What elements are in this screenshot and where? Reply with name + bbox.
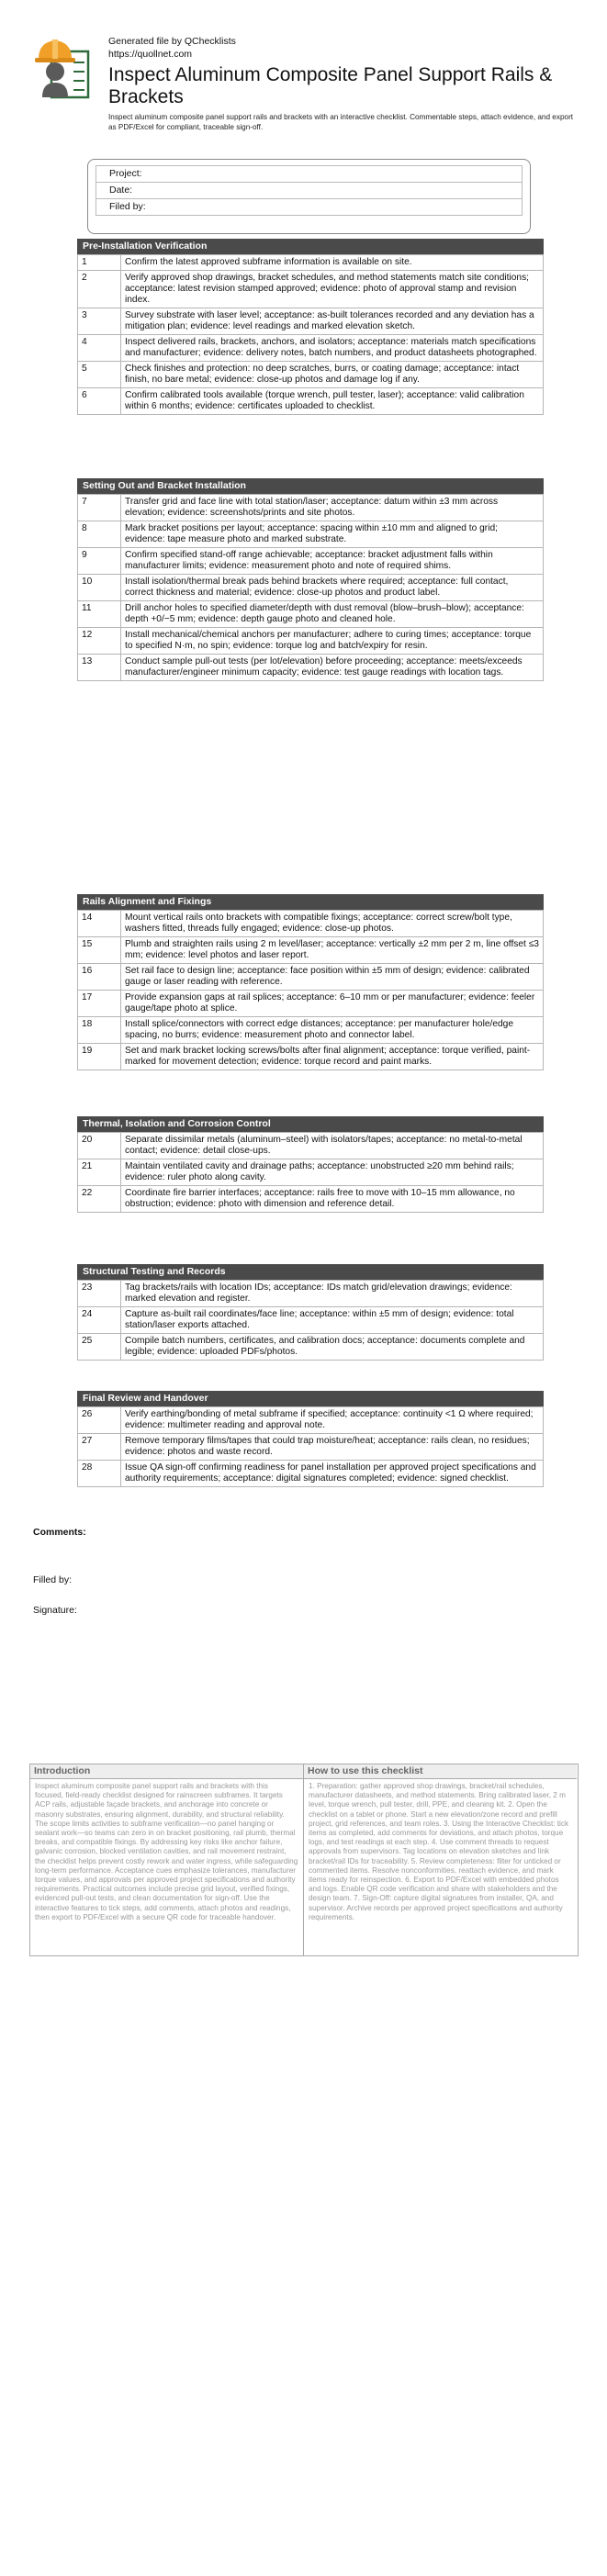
checklist-row[interactable] (78, 1434, 544, 1461)
section-title: Final Review and Handover (77, 1391, 544, 1406)
item-text: Confirm specified stand-off range achievable; acceptance: bracket adjustment falls within manufacturer limits; evidence: measurement photo and note of required shims. (121, 548, 544, 575)
item-text: Tag brackets/rails with location IDs; acceptance: IDs match grid/elevation drawings; evidence: marked elevation and register. (121, 1281, 544, 1307)
item-text: Inspect delivered rails, brackets, anchors, and isolators; acceptance: materials match specifications and manufacturer; evidence: delivery notes, batch numbers, and product datasheets photographed. (121, 335, 544, 362)
item-text: Remove temporary films/tapes that could trap moisture/heat; acceptance: rails clean, no residues; evidence: photos and waste record. (121, 1434, 544, 1461)
introduction-column (30, 1764, 304, 1955)
item-number: 24 (78, 1307, 121, 1334)
item-number: 10 (78, 575, 121, 601)
checklist-row[interactable] (78, 255, 544, 271)
item-number: 6 (78, 388, 121, 415)
item-text: Confirm the latest approved subframe information is available on site. (121, 255, 544, 271)
section-title: Thermal, Isolation and Corrosion Control (77, 1116, 544, 1132)
item-number: 4 (78, 335, 121, 362)
generated-by: Generated file by QChecklists (108, 36, 236, 47)
info-panel (29, 1764, 579, 1956)
item-text: Verify earthing/bonding of metal subframe if specified; acceptance: continuity <1 Ω where required; evidence: multimeter reading and approval note. (121, 1407, 544, 1434)
checklist-row[interactable] (78, 911, 544, 937)
checklist-section (77, 239, 544, 415)
source-url[interactable]: https://quollnet.com (108, 49, 193, 60)
checklist-row[interactable] (78, 1307, 544, 1334)
item-text: Provide expansion gaps at rail splices; acceptance: 6–10 mm or per manufacturer; evidence: feeler gauge/tape photo at splice. (121, 991, 544, 1017)
how-to-heading: How to use this checklist (304, 1764, 577, 1779)
item-number: 11 (78, 601, 121, 628)
item-text: Verify approved shop drawings, bracket schedules, and method statements match site conditions; acceptance: latest revision stamped approved; evidence: photo of approval stamp and revision index. (121, 271, 544, 308)
section-title: Rails Alignment and Fixings (77, 894, 544, 910)
item-number: 18 (78, 1017, 121, 1044)
section-title: Setting Out and Bracket Installation (77, 478, 544, 494)
page-description: Inspect aluminum composite panel support rails and brackets with an interactive checklist. Commentable steps, attach evidence, and export as PDF/Excel for compliant, traceable sign-off. (108, 113, 574, 131)
item-number: 2 (78, 271, 121, 308)
checklist-row[interactable] (78, 271, 544, 308)
filled-by-label: Filled by: (33, 1574, 73, 1585)
checklist-row[interactable] (78, 1044, 544, 1070)
item-text: Install isolation/thermal break pads behind brackets where required; acceptance: full contact, correct thickness and material; evidence: close-up photos and product label. (121, 575, 544, 601)
checklist-row[interactable] (78, 655, 544, 681)
item-text: Survey substrate with laser level; acceptance: as-built tolerances recorded and any deviation has a mitigation plan; evidence: level readings and marked elevation sketch. (121, 308, 544, 335)
how-to-text: 1. Preparation: gather approved shop drawings, bracket/rail schedules, manufacturer datasheets, and method statements. Bring calibrated laser, 2 m level, torque wrench, pull tester, drill, PPE, and cleaning kit. 2. Open the checklist on a tablet or phone. Start a new elevation/zone record and prefill project, grid references, and team roles. 3. Using the Interactive Checklist: tick items as completed, add comments for deviations, and attach photos, torque logs, and test readings at each step. 4. Use comment threads to request approvals from supervisors. Tag locations on elevation sketches and link bracket/rail IDs for traceability. 5. Review completeness: filter for unticked or commented items. Resolve nonconformities, reattach evidence, and mark items ready for reinspection. 6. Export to PDF/Excel with embedded photos and logs. Enable QR code verification and share with stakeholders and the design team. 7. Sign-Off: capture digital signatures from installer, QA, and supervisor. Archive records per approved project specifications and authority requirements. (309, 1782, 569, 1921)
item-number: 23 (78, 1281, 121, 1307)
checklist-table (77, 494, 544, 681)
filled-by-field[interactable]: Filed by: (96, 198, 523, 216)
checklist-section (77, 1264, 544, 1361)
checklist-section (77, 894, 544, 1070)
checklist-section (77, 1391, 544, 1487)
item-number: 1 (78, 255, 121, 271)
signature-label: Signature: (33, 1605, 77, 1616)
checklist-row[interactable] (78, 495, 544, 521)
checklist-row[interactable] (78, 335, 544, 362)
item-text: Check finishes and protection: no deep scratches, burrs, or coating damage; acceptance: intact finish, no bare metal; evidence: close-up photos and damage log if any. (121, 362, 544, 388)
checklist-table (77, 1132, 544, 1213)
checklist-row[interactable] (78, 548, 544, 575)
introduction-text: Inspect aluminum composite panel support rails and brackets with this focused, field-ready checklist designed for rainscreen subframes. It targets ACP rails, adjustable façade brackets, and anchorage into concrete or masonry substrates, ensuring alignment, durability, and structural reliability. The scope limits activities to subframe verification—no panel hanging or sealant work—so teams can zero in on bracket positioning, rail plumb, thermal breaks, and compatible fixings. By addressing key risks like anchor failure, galvanic corrosion, blocked ventilation cavities, and rail movement restraint, the checklist helps prevent costly rework and water ingress, while safeguarding long-term performance. Acceptance cues emphasize tolerances, manufacturer torque values, and approvals per approved project specifications and authority requirements. Practical outcomes include precise grid layout, verified fixings, evidenced pull-out tests, and clean documentation for sign-off. Use the interactive features to tick steps, add comments, attach photos and readings, then export to PDF/Excel with a secure QR code for traceable handover. (35, 1782, 298, 1921)
checklist-table (77, 1406, 544, 1487)
project-field[interactable]: Project: (96, 165, 523, 182)
checklist-row[interactable] (78, 575, 544, 601)
item-number: 17 (78, 991, 121, 1017)
item-number: 27 (78, 1434, 121, 1461)
item-text: Plumb and straighten rails using 2 m level/laser; acceptance: vertically ±2 mm per 2 m, line offset ≤3 mm; evidence: level photos and laser report. (121, 937, 544, 964)
item-number: 13 (78, 655, 121, 681)
checklist-row[interactable] (78, 1407, 544, 1434)
item-text: Install mechanical/chemical anchors per manufacturer; adhere to curing times; acceptance: torque to specified N·m, no spin; evidence: torque log and batch/expiry for resin. (121, 628, 544, 655)
checklist-row[interactable] (78, 521, 544, 548)
item-text: Mark bracket positions per layout; acceptance: spacing within ±10 mm and aligned to grid; evidence: tape measure photo and marked substrate. (121, 521, 544, 548)
item-number: 22 (78, 1186, 121, 1213)
checklist-row[interactable] (78, 1159, 544, 1186)
header-text (108, 35, 577, 132)
item-text: Transfer grid and face line with total station/laser; acceptance: datum within ±3 mm across elevation; evidence: screenshots/prints and site photos. (121, 495, 544, 521)
item-number: 14 (78, 911, 121, 937)
item-number: 15 (78, 937, 121, 964)
item-text: Mount vertical rails onto brackets with compatible fixings; acceptance: correct screw/bolt type, washers fitted, threads fully engaged; evidence: close-up photos. (121, 911, 544, 937)
item-number: 21 (78, 1159, 121, 1186)
section-title: Structural Testing and Records (77, 1264, 544, 1280)
item-number: 16 (78, 964, 121, 991)
item-number: 26 (78, 1407, 121, 1434)
checklist-row[interactable] (78, 1334, 544, 1361)
checklist-row[interactable] (78, 964, 544, 991)
checklist-section (77, 1116, 544, 1213)
item-number: 3 (78, 308, 121, 335)
item-number: 8 (78, 521, 121, 548)
how-to-column (304, 1764, 577, 1955)
checklist-row[interactable] (78, 388, 544, 415)
checklist-row[interactable] (78, 1281, 544, 1307)
item-text: Issue QA sign-off confirming readiness for panel installation per approved project specifications and authority requirements; acceptance: digital signatures completed; evidence: signed checklist. (121, 1461, 544, 1487)
checklist-row[interactable] (78, 1186, 544, 1213)
item-text: Drill anchor holes to specified diameter/depth with dust removal (blow–brush–blow); acceptance: depth +0/−5 mm; evidence: depth gauge photo and cleaned hole. (121, 601, 544, 628)
item-text: Set and mark bracket locking screws/bolts after final alignment; acceptance: torque verified, paint-marked for movement detection; evidence: torque record and paint marks. (121, 1044, 544, 1070)
item-text: Maintain ventilated cavity and drainage paths; acceptance: unobstructed ≥20 mm behind rails; evidence: ruler photo along cavity. (121, 1159, 544, 1186)
item-text: Install splice/connectors with correct edge distances; acceptance: per manufacturer hole/edge spacing, no burrs; evidence: measurement photo and connector label. (121, 1017, 544, 1044)
item-text: Set rail face to design line; acceptance: face position within ±5 mm of design; evidence: calibrated gauge or laser reading with reference. (121, 964, 544, 991)
checklist-row[interactable] (78, 937, 544, 964)
checklist-row[interactable] (78, 628, 544, 655)
date-field[interactable]: Date: (96, 182, 523, 198)
quollnet-logo-icon (33, 35, 90, 99)
checklist-row[interactable] (78, 991, 544, 1017)
project-info-box (87, 159, 531, 234)
item-text: Conduct sample pull-out tests (per lot/elevation) before proceeding; acceptance: meets/exceeds manufacturer/engineer minimum capacity; evidence: test gauge readings with location tags. (121, 655, 544, 681)
item-number: 7 (78, 495, 121, 521)
page-title: Inspect Aluminum Composite Panel Support Rails & Brackets (108, 64, 553, 107)
item-number: 19 (78, 1044, 121, 1070)
checklist-table (77, 254, 544, 415)
checklist-row[interactable] (78, 601, 544, 628)
item-number: 25 (78, 1334, 121, 1361)
item-text: Capture as-built rail coordinates/face line; acceptance: within ±5 mm of design; evidence: total station/laser exports attached. (121, 1307, 544, 1334)
item-text: Compile batch numbers, certificates, and calibration docs; acceptance: documents complete and legible; evidence: uploaded PDFs/photos. (121, 1334, 544, 1361)
checklist-row[interactable] (78, 1133, 544, 1159)
item-number: 9 (78, 548, 121, 575)
item-text: Coordinate fire barrier interfaces; acceptance: rails free to move with 10–15 mm allowance, no obstruction; evidence: photo with dimension and reference detail. (121, 1186, 544, 1213)
introduction-heading: Introduction (30, 1764, 303, 1779)
item-number: 20 (78, 1133, 121, 1159)
checklist-row[interactable] (78, 1017, 544, 1044)
checklist-row[interactable] (78, 308, 544, 335)
item-number: 28 (78, 1461, 121, 1487)
item-text: Confirm calibrated tools available (torque wrench, pull tester, laser); acceptance: valid calibration within 6 months; evidence: certificates uploaded to checklist. (121, 388, 544, 415)
item-number: 12 (78, 628, 121, 655)
checklist-row[interactable] (78, 362, 544, 388)
checklist-table (77, 1280, 544, 1361)
item-text: Separate dissimilar metals (aluminum–steel) with isolators/tapes; acceptance: no metal-to-metal contact; evidence: detail close-ups. (121, 1133, 544, 1159)
comments-label: Comments: (33, 1527, 86, 1538)
checklist-row[interactable] (78, 1461, 544, 1487)
section-title: Pre-Installation Verification (77, 239, 544, 254)
checklist-table (77, 910, 544, 1070)
item-number: 5 (78, 362, 121, 388)
checklist-section (77, 478, 544, 681)
